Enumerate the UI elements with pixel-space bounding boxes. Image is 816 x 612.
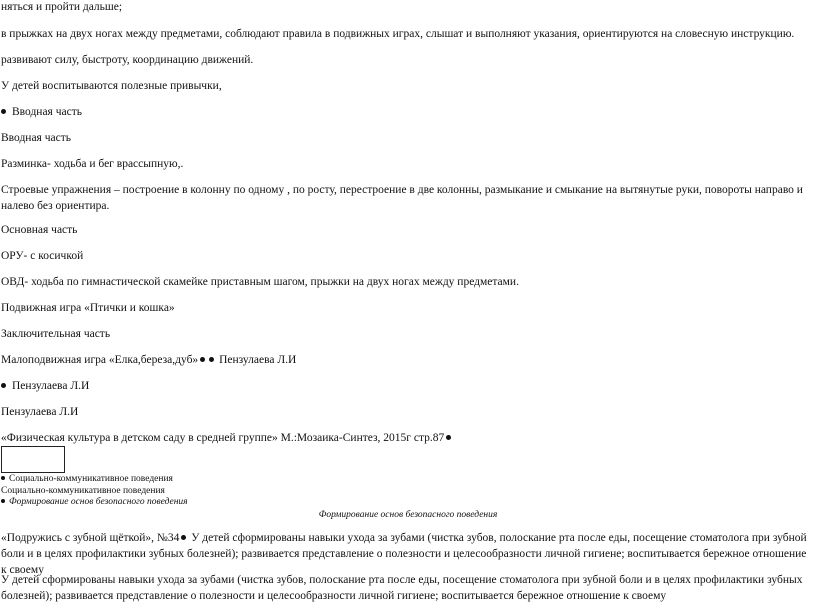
text-line: ОРУ- с косичкой bbox=[1, 250, 84, 262]
bullet-line bbox=[1, 354, 296, 367]
section-heading: Основная часть bbox=[1, 224, 78, 236]
bullet-icon bbox=[1, 476, 5, 480]
bullet-line bbox=[1, 497, 188, 508]
paragraph: Строевые упражнения – построение в колонну по одному , по росту, перестроение в две колонны, размыкание и смыкание на вытянутые руки, повороты направо и налево без ориентира. bbox=[1, 184, 803, 212]
text-line: ОВД- ходьба по гимнастической скамейке приставным шагом, прыжки на двух ногах между предметами. bbox=[1, 276, 519, 288]
reference-text: «Физическая культура в детском саду в средней группе» М.:Мозаика-Синтез, 2015г стр.87 bbox=[1, 432, 445, 444]
text-line: Разминка- ходьба и бег врассыпную,. bbox=[1, 158, 184, 170]
bullet-icon bbox=[209, 357, 214, 362]
section-heading: Вводная часть bbox=[12, 106, 82, 118]
author-name: Пензулаева Л.И bbox=[219, 354, 297, 366]
centered-subtitle: Формирование основ безопасного поведения bbox=[318, 510, 498, 520]
text-line: У детей воспитываются полезные привычки, bbox=[1, 80, 222, 92]
author-name: Пензулаева Л.И bbox=[12, 380, 90, 392]
bullet-icon bbox=[181, 535, 186, 540]
bullet-line bbox=[1, 474, 173, 485]
lesson-title: «Подружись с зубной щёткой», №34 bbox=[1, 532, 180, 544]
text-segment: Малоподвижная игра «Елка,береза,дуб» bbox=[1, 354, 199, 366]
category-label: Формирование основ безопасного поведения bbox=[9, 497, 188, 507]
bullet-line bbox=[1, 380, 89, 393]
text-line: Подвижная игра «Птички и кошка» bbox=[1, 302, 175, 314]
bullet-icon bbox=[1, 383, 6, 388]
bullet-icon bbox=[1, 109, 6, 114]
text-line: няться и пройти дальше; bbox=[1, 1, 123, 13]
lesson-goals: У детей сформированы навыки ухода за зубами (чистка зубов, полоскание рта после еды, посещение стоматолога при зубной боли и в целях профилактики зубных болезней); развивается представление о полезности и целесообразности личной гигиене; воспитывается бережное отношение к своему bbox=[1, 532, 807, 576]
paragraph bbox=[1, 530, 811, 578]
empty-box bbox=[1, 446, 65, 473]
text-line: развивают силу, быстроту, координацию движений. bbox=[1, 54, 254, 66]
reference-line bbox=[1, 432, 453, 445]
category-label: Социально-коммуникативное поведения bbox=[9, 474, 173, 484]
paragraph: У детей сформированы навыки ухода за зубами (чистка зубов, полоскание рта после еды, посещение стоматолога при зубной боли и в целях профилактики зубных болезней); развивается представление о полезности и целесообразности личной гигиене; воспитывается бережное отношение к своему bbox=[1, 574, 803, 602]
bullet-icon bbox=[446, 435, 451, 440]
category-label: Социально-коммуникативное поведения bbox=[1, 486, 165, 496]
section-heading: Заключительная часть bbox=[1, 328, 111, 340]
section-heading: Вводная часть bbox=[1, 132, 71, 144]
author-name: Пензулаева Л.И bbox=[1, 406, 79, 418]
bullet-icon bbox=[1, 499, 5, 503]
text-line: в прыжках на двух ногах между предметами, соблюдают правила в подвижных играх, слышат и выполняют указания, ориентируются на словесную инструкцию. bbox=[1, 28, 795, 40]
bullet-icon bbox=[200, 357, 205, 362]
bullet-line bbox=[1, 106, 82, 119]
